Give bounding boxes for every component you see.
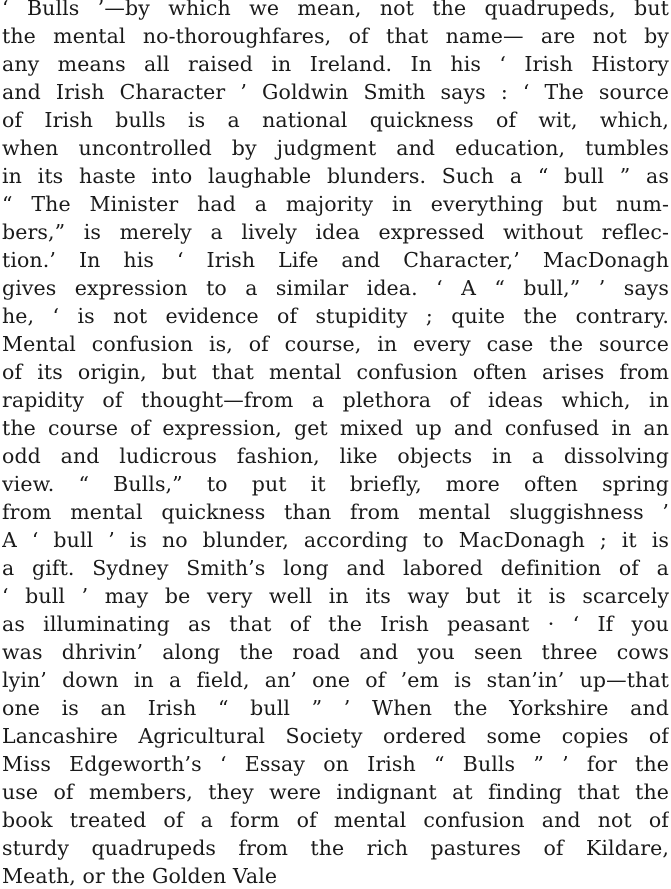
text-line: Mental confusion is, of course, in every case the source xyxy=(2,332,669,356)
text-line: when uncontrolled by judgment and education, tumbles xyxy=(2,136,669,160)
text-line: from mental quickness than from mental sluggishness ’ xyxy=(2,500,669,524)
text-line: the course of expression, get mixed up and confused in an xyxy=(2,416,669,440)
text-line: tion.’ In his ‘ Irish Life and Character,’ MacDonagh xyxy=(2,248,669,272)
text-line: and Irish Character ’ Goldwin Smith says : ‘ The source xyxy=(2,80,669,104)
text-line: view. “ Bulls,” to put it briefly, more often spring xyxy=(2,472,669,496)
text-line: rapidity of thought—from a plethora of ideas which, in xyxy=(2,388,669,412)
text-line: use of members, they were indignant at finding that the xyxy=(2,780,669,804)
text-line: Lancashire Agricultural Society ordered some copies of xyxy=(2,724,669,748)
text-line: lyin’ down in a field, an’ one of ’em is stan’in’ up—that xyxy=(2,668,669,692)
text-line: he, ‘ is not evidence of stupidity ; quite the contrary. xyxy=(2,304,669,328)
text-line: Miss Edgeworth’s ‘ Essay on Irish “ Bulls ” ’ for the xyxy=(2,752,669,776)
text-line: of its origin, but that mental confusion often arises from xyxy=(2,360,669,384)
text-line: gives expression to a similar idea. ‘ A “ bull,” ’ says xyxy=(2,276,669,300)
text-line: Meath, or the Golden Vale xyxy=(2,864,278,888)
text-line: of Irish bulls is a national quickness of wit, which, xyxy=(2,108,669,132)
text-line: ‘ bull ’ may be very well in its way but it is scarcely xyxy=(2,584,669,608)
text-line: sturdy quadrupeds from the rich pastures of Kildare, xyxy=(2,836,669,860)
text-line: a gift. Sydney Smith’s long and labored definition of a xyxy=(2,556,669,580)
text-line: bers,” is merely a lively idea expressed without reflec- xyxy=(2,220,669,244)
text-line: the mental no-thoroughfares, of that name— are not by xyxy=(2,24,669,48)
text-line: “ The Minister had a majority in everything but num- xyxy=(2,192,669,216)
text-line: odd and ludicrous fashion, like objects in a dissolving xyxy=(2,444,669,468)
text-line: as illuminating as that of the Irish peasant · ‘ If you xyxy=(2,612,669,636)
text-line: one is an Irish “ bull ” ’ When the Yorkshire and xyxy=(2,696,669,720)
text-line: A ‘ bull ’ is no blunder, according to MacDonagh ; it is xyxy=(2,528,669,552)
text-line: book treated of a form of mental confusion and not of xyxy=(2,808,669,832)
text-line: was dhrivin’ along the road and you seen three cows xyxy=(2,640,669,664)
text-line: ‘ Bulls ’—by which we mean, not the quadrupeds, but xyxy=(2,0,669,20)
text-line: any means all raised in Ireland. In his ‘ Irish History xyxy=(2,52,669,76)
text-line: in its haste into laughable blunders. Such a “ bull ” as xyxy=(2,164,669,188)
